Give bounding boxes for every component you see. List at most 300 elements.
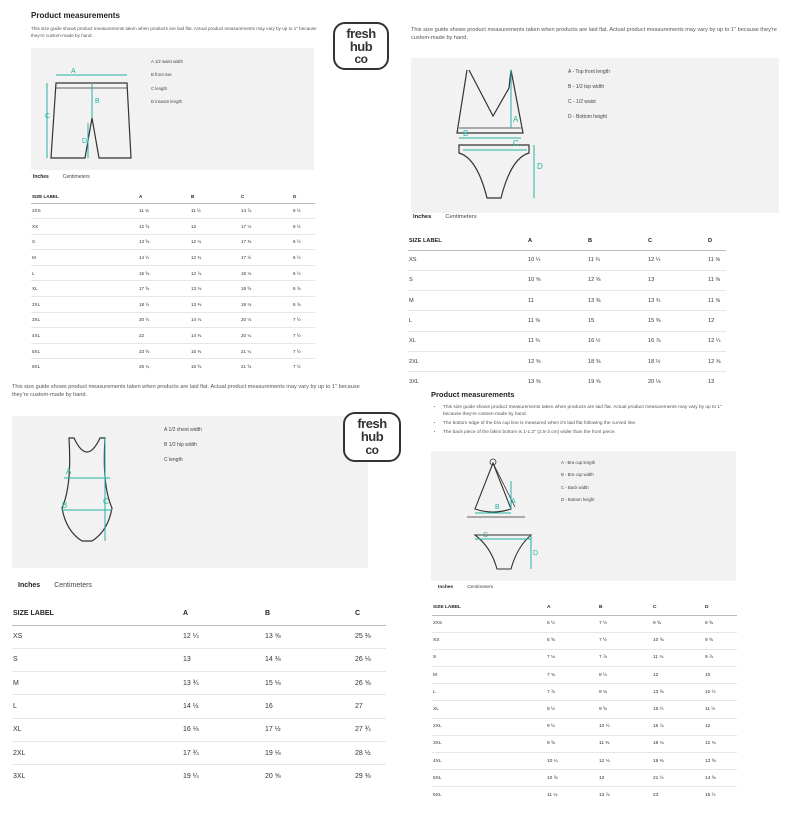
measurement-cell: 6 ⅝ xyxy=(292,281,315,297)
measurement-cell: 12 ⅝ xyxy=(138,219,190,235)
string-bikini-unit-tabs xyxy=(438,585,493,590)
tab-centimeters[interactable]: Centimeters xyxy=(467,585,494,590)
legend-item: C length xyxy=(164,457,183,463)
measurement-cell: 16 ⅞ xyxy=(647,331,707,351)
measurement-cell: 15 ⅝ xyxy=(138,265,190,281)
table-row xyxy=(408,291,726,311)
table-row xyxy=(432,701,737,718)
size-label-cell: L xyxy=(12,695,182,718)
header-cell: D xyxy=(704,600,737,615)
measurement-cell: 7 ½ xyxy=(292,328,315,344)
measurement-cell: 7 ½ xyxy=(292,359,315,375)
legend-item: A 1/2 chest width xyxy=(164,427,202,433)
header-cell: C xyxy=(354,603,386,625)
size-label-cell: M xyxy=(408,291,527,311)
shorts-diagram-box xyxy=(31,48,314,170)
size-label-cell: XL xyxy=(408,331,527,351)
measurement-cell: 20 ⅛ xyxy=(240,312,292,328)
logo-text: hub xyxy=(349,39,373,54)
measurement-cell: 28 ½ xyxy=(354,741,386,764)
measurement-cell: 14 ⅜ xyxy=(190,328,240,344)
measurement-cell: 10 ⅝ xyxy=(652,632,704,649)
size-label-cell: S xyxy=(12,648,182,671)
svg-text:B: B xyxy=(95,98,100,105)
measurement-cell: 15 ½ xyxy=(652,701,704,718)
bikini-size-table xyxy=(408,233,726,392)
size-label-cell: 3XL xyxy=(408,372,527,392)
table-row xyxy=(31,250,315,266)
measurement-cell: 18 ⅛ xyxy=(240,265,292,281)
size-label-cell: XL xyxy=(432,701,546,718)
measurement-cell: 7 ½ xyxy=(598,615,652,632)
table-row xyxy=(12,695,386,718)
measurement-cell: 7 ½ xyxy=(292,312,315,328)
measurement-cell: 10 ¼ xyxy=(527,250,587,270)
measurement-cell: 7 ¾ xyxy=(546,667,598,684)
measurement-cell: 12 ⅛ xyxy=(598,753,652,770)
measurement-cell: 13 ⅝ xyxy=(138,234,190,250)
measurement-cell: 10 ⅝ xyxy=(527,270,587,290)
table-row xyxy=(31,312,315,328)
measurement-cell: 13 xyxy=(707,372,726,392)
svg-text:B: B xyxy=(495,504,500,511)
measurement-cell: 15 ⅜ xyxy=(647,311,707,331)
svg-text:B: B xyxy=(463,129,469,138)
measurement-cell: 17 ½ xyxy=(264,718,354,741)
size-label-cell: XL xyxy=(31,281,138,297)
table-row xyxy=(432,770,737,787)
note-item: • This size guide shows product measurements taken when products are laid flat. Actual product measurements may vary by up to 1" because they're custom-made by hand. xyxy=(443,405,736,419)
svg-text:A: A xyxy=(511,498,516,505)
measurement-cell: 16 ⅛ xyxy=(182,718,264,741)
measurement-cell: 12 ⅝ xyxy=(587,270,647,290)
measurement-cell: 10 ⅝ xyxy=(546,770,598,787)
measurement-cell: 6 ½ xyxy=(546,615,598,632)
measurement-cell: 9 ⅛ xyxy=(598,684,652,701)
tab-inches[interactable]: Inches xyxy=(438,585,454,590)
measurement-cell: 13 xyxy=(647,270,707,290)
measurement-cell: 29 ⅜ xyxy=(354,765,386,788)
table-row xyxy=(31,343,315,359)
header-cell: B xyxy=(598,600,652,615)
table-row xyxy=(408,270,726,290)
shorts-title: Product measurements xyxy=(31,11,120,20)
measurement-cell: 11 ⅜ xyxy=(598,735,652,752)
measurement-cell: 12 ⅞ xyxy=(190,265,240,281)
table-row xyxy=(12,718,386,741)
legend-item: C - Back width xyxy=(561,484,589,490)
measurement-cell: 14 ⅝ xyxy=(704,770,737,787)
measurement-cell: 15 ⅛ xyxy=(264,672,354,695)
svg-text:A: A xyxy=(513,115,519,124)
measurement-cell: 20 ⅝ xyxy=(264,765,354,788)
measurement-cell: 18 ⅛ xyxy=(652,735,704,752)
measurement-cell: 11 ⅝ xyxy=(707,291,726,311)
header-cell: SIZE LABEL xyxy=(31,190,138,203)
measurement-cell: 18 ½ xyxy=(647,351,707,371)
measurement-cell: 12 xyxy=(652,667,704,684)
swimsuit-unit-tabs xyxy=(18,582,92,589)
tab-centimeters[interactable]: Centimeters xyxy=(62,174,90,180)
logo-text: hub xyxy=(360,429,384,444)
table-row xyxy=(12,672,386,695)
measurement-cell: 13 ⅞ xyxy=(598,787,652,804)
measurement-cell: 6 ⅝ xyxy=(546,632,598,649)
svg-text:D: D xyxy=(537,162,543,171)
measurement-cell: 11 ½ xyxy=(704,701,737,718)
measurement-cell: 14 ⅞ xyxy=(240,203,292,219)
svg-text:C: C xyxy=(45,113,51,120)
measurement-cell: 11 ½ xyxy=(190,203,240,219)
measurement-cell: 9 ⅞ xyxy=(704,649,737,666)
size-label-cell: L xyxy=(31,265,138,281)
measurement-cell: 23 ⅝ xyxy=(138,343,190,359)
measurement-cell: 19 ⅝ xyxy=(587,372,647,392)
measurement-cell: 21 ⅝ xyxy=(240,359,292,375)
legend-item: C length xyxy=(151,85,168,91)
measurement-cell: 26 ⅛ xyxy=(354,648,386,671)
table-row xyxy=(12,741,386,764)
measurement-cell: 15 ⅝ xyxy=(190,359,240,375)
table-row xyxy=(432,649,737,666)
measurement-cell: 13 ⅜ xyxy=(190,297,240,313)
bikini-note: This size guide shows product measurements taken when products are laid flat. Actual product measurements may vary by up to 1" because they're custom-made by hand. xyxy=(411,27,777,42)
measurement-cell: 8 ⅝ xyxy=(704,615,737,632)
measurement-cell: 9 ⅝ xyxy=(598,701,652,718)
measurement-cell: 7 ⅞ xyxy=(598,649,652,666)
measurement-cell: 25 ¼ xyxy=(138,359,190,375)
swimsuit-note: This size guide shows product measurements taken when products are laid flat. Actual product measurements may vary by up to 1" because they're custom-made by hand. xyxy=(12,384,360,399)
measurement-cell: 16 ⅞ xyxy=(652,718,704,735)
string-bikini-title: Product measurements xyxy=(431,390,515,399)
size-label-cell: 4XL xyxy=(432,753,546,770)
measurement-cell: 9 ½ xyxy=(546,718,598,735)
measurement-cell: 6 ½ xyxy=(292,250,315,266)
measurement-cell: 11 xyxy=(527,291,587,311)
table-row xyxy=(31,281,315,297)
table-row xyxy=(31,359,315,375)
table-row xyxy=(12,648,386,671)
table-row xyxy=(31,328,315,344)
measurement-cell: 22 xyxy=(138,328,190,344)
measurement-cell: 10 xyxy=(704,667,737,684)
measurement-cell: 11 ¾ xyxy=(527,331,587,351)
note-item: • The bottom edge of the bra cup line is measured when it's laid flat following the curved line. xyxy=(443,421,736,428)
measurement-cell: 13 ⅛ xyxy=(190,281,240,297)
measurement-cell: 7 ⅞ xyxy=(546,684,598,701)
string-bikini-notes xyxy=(431,405,736,439)
header-cell: SIZE LABEL xyxy=(408,233,527,250)
bikini-legend xyxy=(568,70,610,120)
measurement-cell: 17 ⅜ xyxy=(240,234,292,250)
header-cell: D xyxy=(292,190,315,203)
header-cell: SIZE LABEL xyxy=(432,600,546,615)
measurement-cell: 21 ¼ xyxy=(240,343,292,359)
measurement-cell: 11 ⅝ xyxy=(707,270,726,290)
measurement-cell: 7 ½ xyxy=(292,343,315,359)
measurement-cell: 13 ¾ xyxy=(182,672,264,695)
measurement-cell: 13 ⅝ xyxy=(704,753,737,770)
table-row xyxy=(432,684,737,701)
measurement-cell: 10 ¼ xyxy=(546,753,598,770)
measurement-cell: 19 ¼ xyxy=(182,765,264,788)
table-row xyxy=(31,203,315,219)
measurement-cell: 11 ¾ xyxy=(138,203,190,219)
size-label-cell: XS xyxy=(432,632,546,649)
size-label-cell: 5XL xyxy=(432,770,546,787)
shorts-note: This size guide shows product measurements taken when products are laid flat. Actual product measurements may vary by up to 1" because they're custom-made by hand. xyxy=(31,26,317,38)
size-label-cell: 2XL xyxy=(12,741,182,764)
tab-inches[interactable]: Inches xyxy=(413,214,432,220)
measurement-cell: 14 ⅜ xyxy=(264,648,354,671)
size-label-cell: 5XL xyxy=(31,343,138,359)
measurement-cell: 20 ½ xyxy=(138,312,190,328)
measurement-cell: 6 ½ xyxy=(292,265,315,281)
logo-text: co xyxy=(365,443,379,457)
measurement-cell: 13 xyxy=(598,770,652,787)
measurement-cell: 27 xyxy=(354,695,386,718)
table-row xyxy=(12,625,386,648)
bikini-diagram-box xyxy=(411,58,779,213)
svg-text:D: D xyxy=(533,550,539,557)
size-label-cell: L xyxy=(408,311,527,331)
measurement-cell: 11 ¾ xyxy=(587,250,647,270)
tab-inches[interactable]: Inches xyxy=(18,582,41,589)
measurement-cell: 14 ½ xyxy=(138,250,190,266)
bikini-table-body xyxy=(408,250,726,392)
size-label-cell: M xyxy=(432,667,546,684)
size-label-cell: XS xyxy=(12,625,182,648)
measurement-cell: 16 ½ xyxy=(587,331,647,351)
measurement-cell: 19 ⅛ xyxy=(240,297,292,313)
tab-centimeters[interactable]: Centimeters xyxy=(54,582,92,589)
measurement-cell: 19 ⅛ xyxy=(264,741,354,764)
measurement-cell: 12 ¼ xyxy=(182,625,264,648)
measurement-cell: 9 ⅝ xyxy=(546,735,598,752)
legend-item: C - 1/2 waist xyxy=(568,99,596,105)
measurement-cell: 9 ⅝ xyxy=(704,632,737,649)
measurement-cell: 12 xyxy=(704,718,737,735)
string-bikini-table-body xyxy=(432,615,737,804)
header-cell: C xyxy=(652,600,704,615)
table-row xyxy=(432,615,737,632)
header-cell: A xyxy=(138,190,190,203)
svg-text:B: B xyxy=(62,501,68,510)
string-bikini-diagram-box xyxy=(431,451,736,581)
measurement-cell: 17 ½ xyxy=(240,250,292,266)
measurement-cell: 15 xyxy=(587,311,647,331)
measurement-cell: 12 ¾ xyxy=(704,735,737,752)
table-row xyxy=(31,219,315,235)
measurement-cell: 13 ⅜ xyxy=(587,291,647,311)
size-label-cell: 4XL xyxy=(31,328,138,344)
table-row xyxy=(31,265,315,281)
table-row xyxy=(408,351,726,371)
svg-text:C: C xyxy=(483,532,489,539)
measurement-cell: 10 ½ xyxy=(704,684,737,701)
measurement-cell: 7 ⅛ xyxy=(546,649,598,666)
size-label-cell: 2XL xyxy=(408,351,527,371)
size-label-cell: S xyxy=(31,234,138,250)
measurement-cell: 11 ⅝ xyxy=(707,250,726,270)
measurement-cell: 12 xyxy=(707,311,726,331)
table-row xyxy=(432,632,737,649)
table-row xyxy=(432,667,737,684)
measurement-cell: 8 ½ xyxy=(598,667,652,684)
measurement-cell: 10 ½ xyxy=(598,718,652,735)
header-cell: B xyxy=(264,603,354,625)
size-label-cell: M xyxy=(12,672,182,695)
measurement-cell: 21 ½ xyxy=(652,770,704,787)
measurement-cell: 9 ⅝ xyxy=(652,615,704,632)
measurement-cell: 6 ⅝ xyxy=(292,297,315,313)
measurement-cell: 26 ⅝ xyxy=(354,672,386,695)
size-label-cell: XS xyxy=(31,219,138,235)
measurement-cell: 16 xyxy=(264,695,354,718)
measurement-cell: 25 ⅜ xyxy=(354,625,386,648)
header-cell: D xyxy=(707,233,726,250)
measurement-cell: 13 ⅝ xyxy=(652,684,704,701)
bikini-unit-tabs xyxy=(413,214,477,220)
header-cell: SIZE LABEL xyxy=(12,603,182,625)
table-row xyxy=(432,787,737,804)
legend-item: B 1/2 hip width xyxy=(164,442,197,448)
freshhubco-logo xyxy=(343,412,401,462)
shorts-unit-tabs xyxy=(33,174,90,180)
size-label-cell: S xyxy=(408,270,527,290)
header-cell: B xyxy=(587,233,647,250)
table-row xyxy=(432,735,737,752)
measurement-cell: 13 ¾ xyxy=(647,291,707,311)
measurement-cell: 13 xyxy=(182,648,264,671)
svg-text:A: A xyxy=(66,467,72,476)
header-cell: A xyxy=(527,233,587,250)
measurement-cell: 11 ⅜ xyxy=(527,311,587,331)
measurement-cell: 27 ¾ xyxy=(354,718,386,741)
measurement-cell: 14 ½ xyxy=(182,695,264,718)
size-label-cell: L xyxy=(432,684,546,701)
legend-item: D - Bottom height xyxy=(568,114,607,120)
measurement-cell: 11 ⅛ xyxy=(546,787,598,804)
measurement-cell: 18 ½ xyxy=(138,297,190,313)
header-cell: A xyxy=(546,600,598,615)
measurement-cell: 18 ⅜ xyxy=(587,351,647,371)
measurement-cell: 23 xyxy=(652,787,704,804)
size-label-cell: 2XL xyxy=(31,297,138,313)
size-label-cell: 3XL xyxy=(31,312,138,328)
size-label-cell: 6XL xyxy=(432,787,546,804)
legend-item: A 1/2 waist width xyxy=(151,59,184,64)
measurement-cell: 17 ⅝ xyxy=(138,281,190,297)
measurement-cell: 13 ⅝ xyxy=(264,625,354,648)
measurement-cell: 12 ¼ xyxy=(190,234,240,250)
svg-text:C: C xyxy=(103,497,109,506)
measurement-cell: 8 ½ xyxy=(546,701,598,718)
table-row xyxy=(408,250,726,270)
legend-item: D inseam length xyxy=(151,98,183,104)
logo-text: fresh xyxy=(357,416,387,431)
size-label-cell: 2XS xyxy=(31,203,138,219)
table-row xyxy=(432,753,737,770)
table-row xyxy=(408,331,726,351)
measurement-cell: 6 ½ xyxy=(292,234,315,250)
measurement-cell: 15 ½ xyxy=(704,787,737,804)
measurement-cell: 19 ⅜ xyxy=(652,753,704,770)
header-cell: B xyxy=(190,190,240,203)
measurement-cell: 20 ⅛ xyxy=(647,372,707,392)
measurement-cell: 17 ⅛ xyxy=(240,219,292,235)
svg-text:A: A xyxy=(71,68,76,75)
measurement-cell: 6 ½ xyxy=(292,219,315,235)
measurement-cell: 7 ½ xyxy=(598,632,652,649)
logo-text: fresh xyxy=(346,26,376,41)
shorts-table-body xyxy=(31,203,315,375)
measurement-cell: 12 ⅝ xyxy=(527,351,587,371)
measurement-cell: 14 ⅛ xyxy=(190,312,240,328)
table-row xyxy=(432,718,737,735)
measurement-cell: 20 ¼ xyxy=(240,328,292,344)
measurement-cell: 17 ¾ xyxy=(182,741,264,764)
tab-inches[interactable]: Inches xyxy=(33,174,49,180)
swimsuit-diagram-box xyxy=(12,416,368,568)
table-row xyxy=(31,297,315,313)
swimsuit-legend xyxy=(164,428,202,463)
swimsuit-table-body xyxy=(12,625,386,788)
measurement-cell: 12 ¼ xyxy=(707,331,726,351)
legend-item: B front rise xyxy=(151,72,172,78)
legend-item: A - Bra cup length xyxy=(561,460,596,465)
legend-item: A - Top front length xyxy=(568,69,610,75)
legend-item: B - Bra cup width xyxy=(561,472,594,478)
swimsuit-size-table xyxy=(12,603,386,788)
measurement-cell: 6 ½ xyxy=(292,203,315,219)
logo-text: co xyxy=(354,52,368,66)
svg-text:C: C xyxy=(513,139,519,148)
size-label-cell: 2XS xyxy=(432,615,546,632)
string-bikini-size-table xyxy=(432,600,737,804)
header-cell: A xyxy=(182,603,264,625)
measurement-cell: 12 xyxy=(190,219,240,235)
table-row xyxy=(31,234,315,250)
legend-item: D - Bottom height xyxy=(561,496,595,502)
header-cell: C xyxy=(647,233,707,250)
shorts-legend xyxy=(151,60,183,104)
tab-centimeters[interactable]: Centimeters xyxy=(445,214,477,220)
size-label-cell: 6XL xyxy=(31,359,138,375)
measurement-cell: 12 ¼ xyxy=(647,250,707,270)
string-bikini-legend xyxy=(561,461,595,502)
size-label-cell: M xyxy=(31,250,138,266)
table-row xyxy=(12,765,386,788)
size-label-cell: 2XL xyxy=(432,718,546,735)
measurement-cell: 18 ⅝ xyxy=(240,281,292,297)
measurement-cell: 12 ⅝ xyxy=(707,351,726,371)
measurement-cell: 12 ¾ xyxy=(190,250,240,266)
svg-text:D: D xyxy=(82,138,88,145)
legend-item: B - 1/2 top width xyxy=(568,84,605,90)
measurement-cell: 13 ⅝ xyxy=(527,372,587,392)
size-label-cell: XL xyxy=(12,718,182,741)
size-label-cell: S xyxy=(432,649,546,666)
shorts-size-table xyxy=(31,190,315,375)
measurement-cell: 15 ⅜ xyxy=(190,343,240,359)
note-item: • The back piece of the bikini bottom is 1-1.2" (2.5-3 cm) wider than the front piece. xyxy=(443,430,736,437)
table-row xyxy=(408,311,726,331)
size-label-cell: XS xyxy=(408,250,527,270)
freshhubco-logo xyxy=(333,22,389,70)
measurement-cell: 11 ⅛ xyxy=(652,649,704,666)
size-label-cell: 3XL xyxy=(432,735,546,752)
